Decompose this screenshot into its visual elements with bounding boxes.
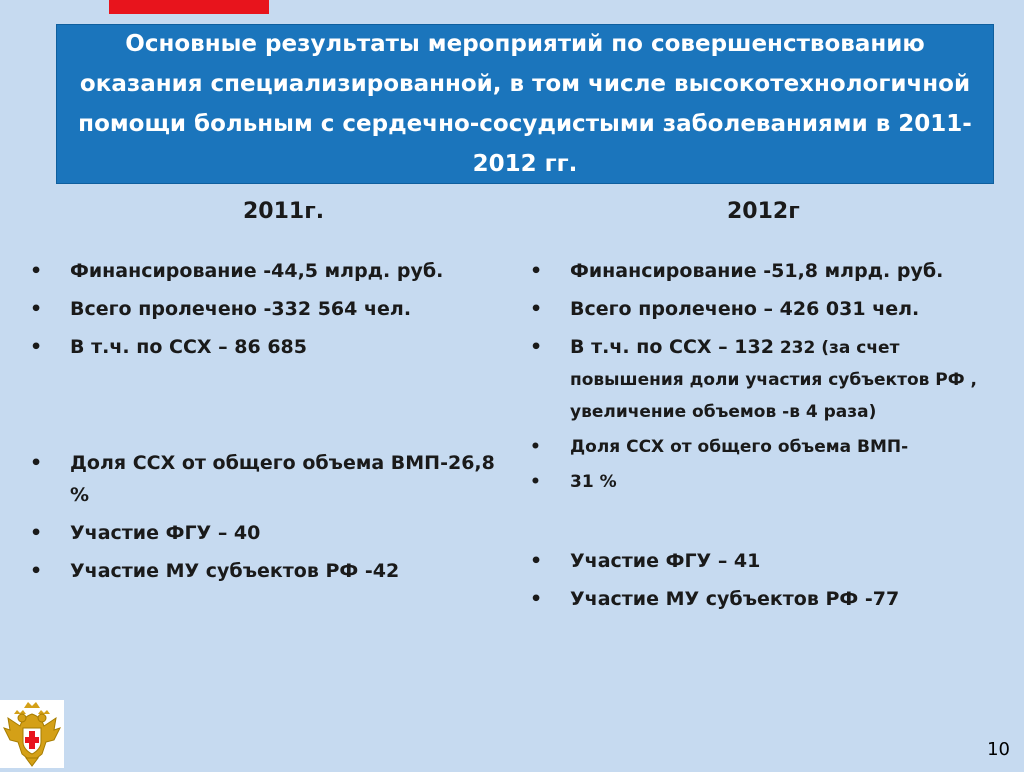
list-item xyxy=(30,255,500,287)
bullet-icon: • xyxy=(530,437,541,457)
header-accent-bar xyxy=(109,0,269,14)
bullet-icon: • xyxy=(530,298,543,320)
bullet-icon: • xyxy=(30,560,43,582)
share-vmp-2012-value: 31 % xyxy=(570,472,617,492)
title-banner xyxy=(56,24,994,184)
treated-total-2011: Всего пролечено -332 564 чел. xyxy=(70,298,412,320)
list-item xyxy=(530,545,1000,577)
fgu-participation-2012: Участие ФГУ – 41 xyxy=(570,550,761,572)
bullet-icon: • xyxy=(30,336,43,358)
list-item xyxy=(530,293,1000,325)
list-item xyxy=(30,555,500,587)
bullet-icon: • xyxy=(530,588,543,610)
financing-2012: Финансирование -51,8 млрд. руб. xyxy=(570,260,944,282)
list-item xyxy=(30,517,500,549)
bullet-icon: • xyxy=(30,298,43,320)
treated-total-2012: Всего пролечено – 426 031 чел. xyxy=(570,298,920,320)
share-vmp-2011: Доля ССХ от общего объема ВМП-26,8 % xyxy=(70,452,495,506)
slide-title: Основные результаты мероприятий по совершенствованию оказания специализированной, в том числе высокотехнологичной помощи больным с сердечно-сосудистыми заболеваниями в 2011-2012 гг. xyxy=(78,31,972,177)
coat-of-arms-icon xyxy=(0,700,64,768)
page-number: 10 xyxy=(987,739,1010,760)
cardio-surgery-2012-note: 232 (за счет повышения доли участия субъектов РФ , увеличение объемов -в 4 раза) xyxy=(570,338,977,422)
year-heading-2011: 2011г. xyxy=(243,199,325,224)
cardio-surgery-2011: В т.ч. по ССХ – 86 685 xyxy=(70,336,307,358)
mu-participation-2012: Участие МУ субъектов РФ -77 xyxy=(570,588,900,610)
bullet-icon: • xyxy=(530,260,543,282)
list-item xyxy=(530,331,1000,427)
coat-of-arms-graphic xyxy=(0,700,64,768)
list-item xyxy=(530,255,1000,287)
bullet-icon: • xyxy=(530,472,541,492)
results-list-2012 xyxy=(530,255,1000,615)
list-item xyxy=(30,293,500,325)
fgu-participation-2011: Участие ФГУ – 40 xyxy=(70,522,261,544)
bullet-icon: • xyxy=(30,522,43,544)
list-item xyxy=(30,331,500,363)
list-item xyxy=(530,468,1000,497)
list-item xyxy=(530,433,1000,462)
financing-2011: Финансирование -44,5 млрд. руб. xyxy=(70,260,444,282)
list-item xyxy=(30,447,500,511)
bullet-icon: • xyxy=(30,452,43,474)
bullet-icon: • xyxy=(30,260,43,282)
bullet-icon: • xyxy=(530,336,543,358)
share-vmp-2012: Доля ССХ от общего объема ВМП- xyxy=(570,437,909,457)
list-item xyxy=(530,583,1000,615)
results-list-2011 xyxy=(30,255,500,587)
cardio-surgery-2012: В т.ч. по ССХ – 132 xyxy=(570,336,774,358)
mu-participation-2011: Участие МУ субъектов РФ -42 xyxy=(70,560,400,582)
year-heading-2012: 2012г xyxy=(727,199,800,224)
bullet-icon: • xyxy=(530,550,543,572)
